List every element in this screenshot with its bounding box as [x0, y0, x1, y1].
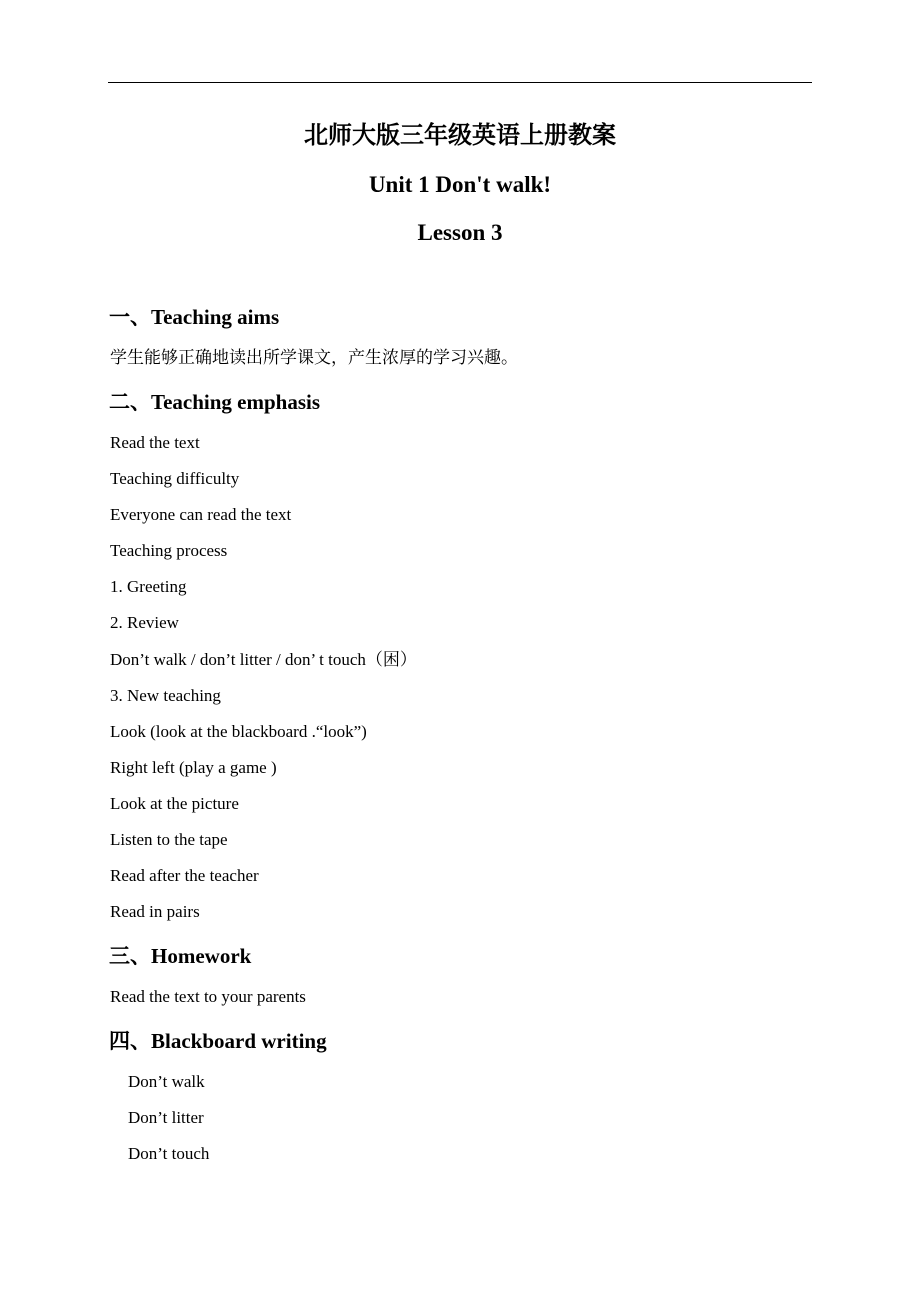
emphasis-line: Teaching difficulty [110, 469, 240, 488]
emphasis-line: Don’t walk / don’t litter / don’ t touch（困） [110, 650, 417, 669]
emphasis-line: Read after the teacher [110, 866, 259, 885]
section-heading-aims: 一、Teaching aims [109, 305, 280, 329]
blackboard-line: Don’t walk [128, 1072, 205, 1091]
emphasis-line: 2. Review [110, 613, 179, 632]
emphasis-line: Listen to the tape [110, 830, 228, 849]
emphasis-line: Read the text [110, 433, 200, 452]
emphasis-line: Teaching process [110, 541, 228, 560]
header-rule [108, 82, 812, 83]
section-heading-homework: 三、Homework [109, 944, 252, 968]
emphasis-line: Right left (play a game ) [110, 758, 277, 777]
blackboard-line: Don’t litter [128, 1108, 204, 1127]
emphasis-line: Look (look at the blackboard .“look”) [110, 722, 367, 741]
document-title: 北师大版三年级英语上册教案 [304, 123, 616, 149]
section-heading-blackboard: 四、Blackboard writing [109, 1029, 327, 1053]
lesson-title: Lesson 3 [417, 220, 503, 245]
homework-line: Read the text to your parents [110, 987, 306, 1006]
emphasis-line: Look at the picture [110, 794, 239, 813]
aims-line: 学生能够正确地读出所学课文，产生浓厚的学习兴趣。 [110, 348, 518, 367]
section-heading-emphasis: 二、Teaching emphasis [109, 390, 321, 414]
blackboard-line: Don’t touch [128, 1144, 210, 1163]
emphasis-line: Read in pairs [110, 902, 200, 921]
emphasis-line: Everyone can read the text [110, 505, 292, 524]
emphasis-line: 1. Greeting [110, 577, 187, 596]
unit-title: Unit 1 Don't walk! [368, 172, 552, 197]
emphasis-line: 3. New teaching [110, 686, 221, 705]
